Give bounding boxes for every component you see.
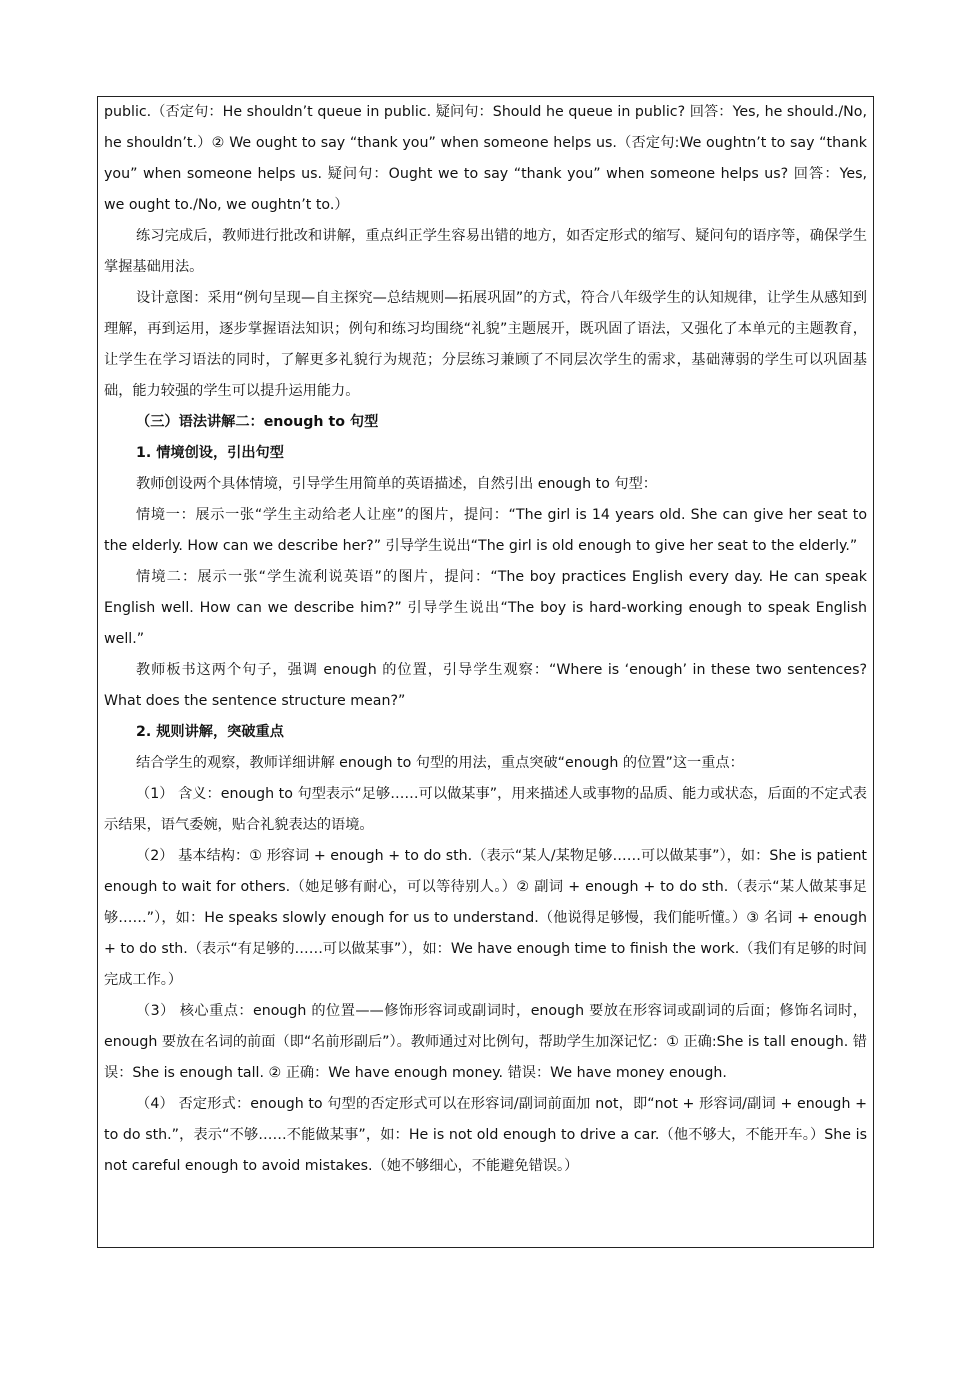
paragraph-design-intent: 设计意图：采用“例句呈现—自主探究—总结规则—拓展巩固”的方式，符合八年级学生的认知规律，让学生从感知到理解，再到运用，逐步掌握语法知识；例句和练习均围绕“礼貌”主题展开，既巩固了语法，又强化了本单元的主题教育，让学生在学习语法的同时，了解更多礼貌行为规范；分层练习兼顾了不同层次学生的需求，基础薄弱的学生可以巩固基础，能力较强的学生可以提升运用能力。 xyxy=(104,290,867,399)
paragraph-board-question: 教师板书这两个句子，强调 enough 的位置，引导学生观察：“Where is ‘enough’ in these two sentences? What does the sentence structure mean?” xyxy=(104,662,867,709)
document-table-cell xyxy=(97,96,874,1248)
paragraph-rule-negative: （4） 否定形式：enough to 句型的否定形式可以在形容词/副词前面加 not，即“not + 形容词/副词 + enough + to do sth.”，表示“不够……不能做某事”，如：He is not old enough to drive a car.（他不够大，不能开车。）She is not careful enough to avoid mistakes.（她不够细心，不能避免错误。） xyxy=(104,1096,867,1174)
paragraph-situation-intro: 教师创设两个具体情境，引导学生用简单的英语描述，自然引出 enough to 句型： xyxy=(136,476,657,492)
document-body xyxy=(104,97,867,1182)
paragraph-practice-feedback: 练习完成后，教师进行批改和讲解，重点纠正学生容易出错的地方，如否定形式的缩写、疑问句的语序等，确保学生掌握基础用法。 xyxy=(104,228,867,275)
paragraph-situation-one: 情境一：展示一张“学生主动给老人让座”的图片，提问：“The girl is 14 years old. She can give her seat to the elderly. How can we describe her?” 引导学生说出“The girl is old enough to give her seat to the elderly.” xyxy=(104,507,867,554)
paragraph-rule-structure: （2） 基本结构：① 形容词 + enough + to do sth.（表示“某人/某物足够……可以做某事”），如：She is patient enough to wait for others.（她足够有耐心，可以等待别人。）② 副词 + enough + to do sth.（表示“某人做某事足够……”），如：He speaks slowly enough for us to understand.（他说得足够慢，我们能听懂。）③ 名词 + enough + to do sth.（表示“有足够的……可以做某事”），如：We have enough time to finish the work.（我们有足够的时间完成工作。） xyxy=(104,848,867,988)
paragraph-rule-meaning: （1） 含义：enough to 句型表示“足够……可以做某事”，用来描述人或事物的品质、能力或状态，后面的不定式表示结果，语气委婉，贴合礼貌表达的语境。 xyxy=(104,786,867,833)
section-heading-enough-to: （三）语法讲解二：enough to 句型 xyxy=(136,414,379,430)
paragraph-rule-position: （3） 核心重点：enough 的位置——修饰形容词或副词时，enough 要放在形容词或副词的后面；修饰名词时，enough 要放在名词的前面（即“名前形副后”）。教师通过对比例句，帮助学生加深记忆：① 正确:She is tall enough. 错误：She is enough tall. ② 正确：We have enough money. 错误：We have money enough. xyxy=(104,1003,867,1081)
paragraph-rules-intro: 结合学生的观察，教师详细讲解 enough to 句型的用法，重点突破“enough 的位置”这一重点： xyxy=(136,755,744,771)
subheading-rules: 2. 规则讲解，突破重点 xyxy=(136,724,284,740)
subheading-situation: 1. 情境创设，引出句型 xyxy=(136,445,284,461)
paragraph-interrogative-examples: public.（否定句：He shouldn’t queue in public. 疑问句：Should he queue in public? 回答：Yes, he should./No, he shouldn’t.）② We ought to say “thank you” when someone helps us.（否定句:We oughtn’t to say “thank you” when someone helps us. 疑问句：Ought we to say “thank you” when someone helps us? 回答：Yes, we ought to./No, we oughtn’t to.） xyxy=(104,104,867,213)
paragraph-situation-two: 情境二：展示一张“学生流利说英语”的图片，提问：“The boy practices English every day. He can speak English well. How can we describe him?” 引导学生说出“The boy is hard-working enough to speak English well.” xyxy=(104,569,867,647)
